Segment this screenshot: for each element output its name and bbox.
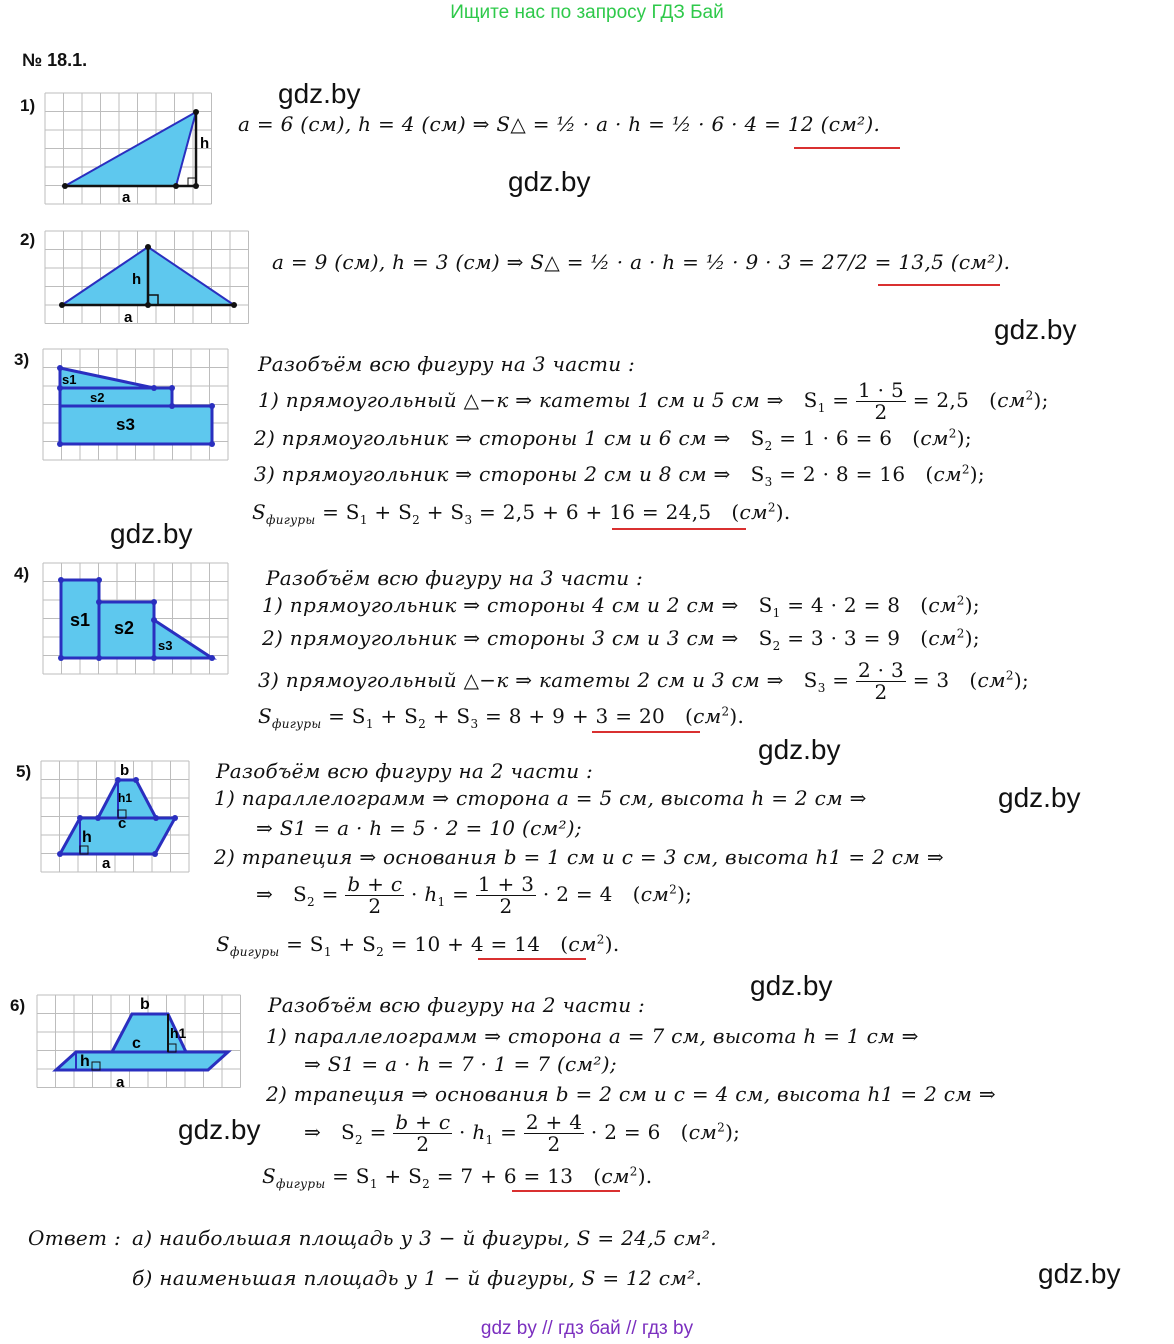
text-line: 2) трапеция ⇒ основания b = 1 см и c = 3 см, высота h1 = 2 см ⇒ [214, 845, 944, 869]
label-h: h [82, 829, 92, 846]
text-line: 3) прямоугольный △−к ⇒ катеты 2 см и 3 см ⇒ $S_3$ = $\frac{2 \cdot 3}{2}$ = 3 $(см^2)$; [258, 658, 1029, 704]
part-label: 5) [16, 762, 32, 781]
text-line: $S_{фигуры} = S_1 + S_2 + S_3 = 8 + 9 + 3 = 20$ $(см^2)$. [258, 704, 745, 731]
label-s1: s1 [70, 610, 91, 630]
label-s2: s2 [90, 390, 105, 405]
text-line: ⇒ $S_2$ = $\frac{b + c}{2}$ · $h_1$ = $\frac{1 + 3}{2}$ · 2 = 4 $(см^2)$; [256, 872, 693, 918]
figure-6 [36, 994, 244, 1090]
text-line: 2) прямоугольник ⇒ стороны 3 см и 3 см ⇒ $S_2 = 3 \cdot 3 = 9$ $(см^2)$; [262, 626, 980, 653]
text-line: Разобъём всю фигуру на 3 части : [266, 566, 644, 590]
label-h: h [132, 271, 142, 288]
part-label: 3) [14, 350, 30, 369]
rect-s3 [60, 406, 212, 444]
answer-a: а) наибольшая площадь у 3 − й фигуры, S = 24,5 см². [132, 1226, 717, 1250]
formula-line: a = 9 (см), h = 3 (см) ⇒ S△ = ½ · a · h = ½ · 9 · 3 = 27/2 = 13,5 (см²). [272, 250, 1011, 274]
text-line: $S_{фигуры} = S_1 + S_2 = 7 + 6 = 13$ $(см^2)$. [262, 1164, 653, 1191]
answer-label: Ответ : [28, 1226, 121, 1250]
formula-line: a = 6 (см), h = 4 (см) ⇒ S△ = ½ · a · h = ½ · 6 · 4 = 12 (см²). [238, 112, 881, 136]
watermark: gdz.by [750, 970, 833, 1001]
part-label: 6) [10, 996, 26, 1015]
label-a: a [122, 189, 131, 206]
answer-underline [612, 528, 746, 530]
answer-underline [592, 731, 700, 733]
watermark: gdz.by [1038, 1258, 1121, 1289]
text-line: Разобъём всю фигуру на 2 части : [216, 759, 594, 783]
answer-underline [794, 147, 900, 149]
watermark: gdz.by [178, 1114, 261, 1145]
label-a: a [102, 855, 111, 872]
label-a: a [116, 1074, 125, 1090]
part-label: 4) [14, 564, 30, 583]
watermark: gdz.by [110, 518, 193, 549]
text-line: ⇒ S1 = a · h = 5 · 2 = 10 (см²); [256, 816, 582, 840]
label-s3: s3 [116, 415, 135, 434]
label-c: c [132, 1035, 141, 1052]
label-b: b [120, 762, 130, 779]
text-line: 1) прямоугольник ⇒ стороны 4 см и 2 см ⇒ $S_1 = 4 \cdot 2 = 8$ $(см^2)$; [262, 593, 980, 620]
watermark: gdz.by [278, 78, 361, 109]
answer-b: б) наименьшая площадь у 1 − й фигуры, S = 12 см². [132, 1266, 703, 1290]
footer-links[interactable]: gdz by // гдз бай // гдз by [480, 1318, 694, 1339]
part-label: 1) [20, 96, 36, 115]
text-line: Разобъём всю фигуру на 3 части : [258, 352, 636, 376]
label-s1: s1 [62, 372, 77, 387]
text-line: 2) трапеция ⇒ основания b = 2 см и c = 4 см, высота h1 = 2 см ⇒ [266, 1082, 996, 1106]
figure-1 [44, 92, 214, 208]
text-line: ⇒ S1 = a · h = 7 · 1 = 7 (см²); [304, 1052, 617, 1076]
text-line: 1) параллелограмм ⇒ сторона a = 5 см, высота h = 2 см ⇒ [214, 786, 867, 810]
text-line: 2) прямоугольник ⇒ стороны 1 см и 6 см ⇒ $S_2 = 1 \cdot 6 = 6$ $(см^2)$; [254, 426, 972, 453]
text-line: 1) параллелограмм ⇒ сторона a = 7 см, высота h = 1 см ⇒ [266, 1024, 919, 1048]
watermark: gdz.by [508, 166, 591, 197]
answer-underline [478, 958, 586, 960]
label-b: b [140, 996, 150, 1013]
text-line: Разобъём всю фигуру на 2 части : [268, 993, 646, 1017]
label-h1: h1 [118, 791, 133, 805]
figure-5 [40, 760, 192, 876]
answer-underline [512, 1190, 620, 1192]
watermark: gdz.by [994, 314, 1077, 345]
label-h: h [200, 135, 210, 152]
answer-underline [878, 284, 1000, 286]
text-line: 3) прямоугольник ⇒ стороны 2 см и 8 см ⇒ $S_3 = 2 \cdot 8 = 16$ $(см^2)$; [254, 462, 985, 489]
text-line: 1) прямоугольный △−к ⇒ катеты 1 см и 5 см ⇒ $S_1$ = $\frac{1 \cdot 5}{2}$ = 2,5 $(см^2)$; [258, 378, 1049, 424]
label-h1: h1 [170, 1025, 187, 1041]
text-line: $S_{фигуры} = S_1 + S_2 + S_3 = 2,5 + 6 + 16 = 24,5$ $(см^2)$. [252, 500, 791, 527]
part-label: 2) [20, 230, 36, 249]
figure-2 [44, 230, 252, 326]
label-c: c [118, 815, 127, 832]
watermark: gdz.by [758, 734, 841, 765]
figure-4 [42, 562, 232, 678]
text-line: ⇒ $S_2$ = $\frac{b + c}{2}$ · $h_1$ = $\frac{2 + 4}{2}$ · 2 = 6 $(см^2)$; [304, 1110, 741, 1156]
label-s2: s2 [114, 618, 135, 638]
text-line: $S_{фигуры} = S_1 + S_2 = 10 + 4 = 14$ $(см^2)$. [216, 932, 620, 959]
figure-3 [42, 348, 232, 466]
problem-number: № 18.1. [22, 50, 88, 70]
label-h: h [80, 1053, 90, 1070]
top-banner: Ищите нас по запросу ГДЗ Бай [450, 2, 724, 23]
label-a: a [124, 309, 133, 326]
label-s3: s3 [158, 638, 173, 653]
watermark: gdz.by [998, 782, 1081, 813]
